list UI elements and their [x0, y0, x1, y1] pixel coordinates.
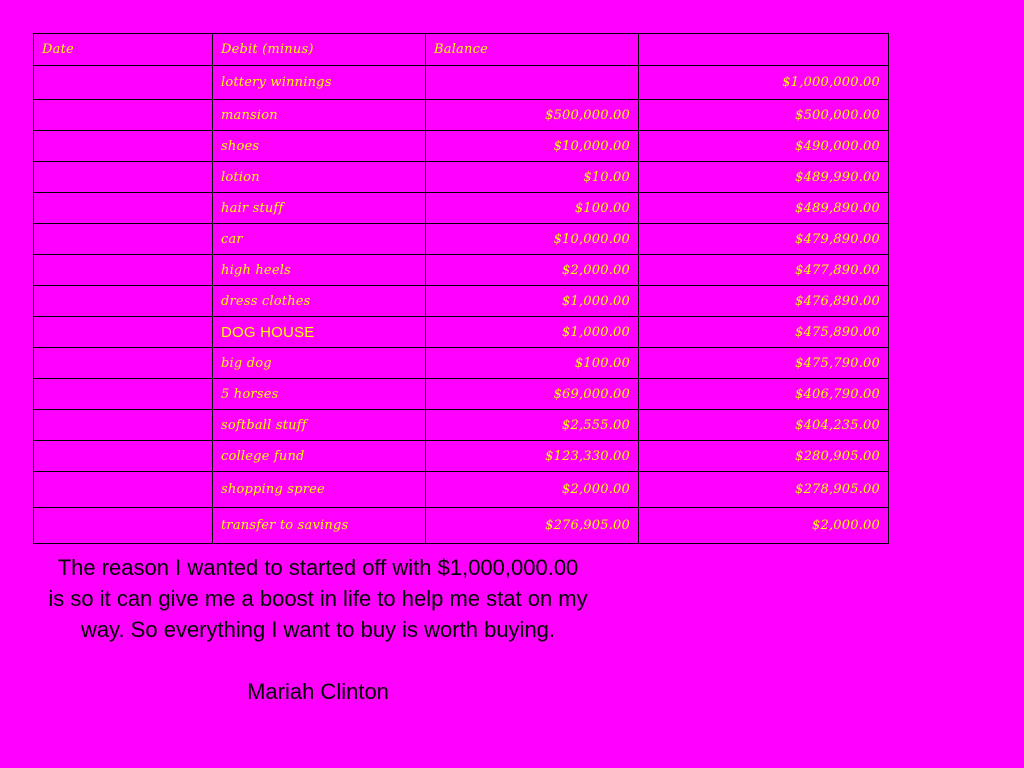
- table-row: [34, 131, 889, 162]
- table-row: [34, 100, 889, 131]
- table-row: [34, 317, 889, 348]
- debit-cell: $1,000.00: [426, 286, 639, 317]
- table-row: [34, 162, 889, 193]
- table-row: [34, 255, 889, 286]
- debit-cell: [426, 66, 639, 100]
- budget-table: [33, 33, 889, 544]
- table-row: [34, 224, 889, 255]
- date-cell: [34, 66, 213, 100]
- debit-cell: $276,905.00: [426, 508, 639, 544]
- date-cell: [34, 348, 213, 379]
- debit-cell: $2,000.00: [426, 472, 639, 508]
- item-cell: college fund: [213, 441, 426, 472]
- balance-cell: $406,790.00: [639, 379, 889, 410]
- date-cell: [34, 472, 213, 508]
- date-cell: [34, 224, 213, 255]
- table-body: [34, 66, 889, 544]
- balance-cell: $475,890.00: [639, 317, 889, 348]
- debit-cell: $100.00: [426, 193, 639, 224]
- debit-cell: $500,000.00: [426, 100, 639, 131]
- date-cell: [34, 100, 213, 131]
- header-cell-blank: [639, 34, 889, 66]
- table-row: [34, 66, 889, 100]
- date-cell: [34, 162, 213, 193]
- balance-cell: $2,000.00: [639, 508, 889, 544]
- table-row: [34, 441, 889, 472]
- table-row: [34, 379, 889, 410]
- debit-cell: $123,330.00: [426, 441, 639, 472]
- balance-cell: $479,890.00: [639, 224, 889, 255]
- date-cell: [34, 193, 213, 224]
- debit-cell: $2,555.00: [426, 410, 639, 441]
- balance-cell: $1,000,000.00: [639, 66, 889, 100]
- balance-cell: $489,990.00: [639, 162, 889, 193]
- balance-cell: $477,890.00: [639, 255, 889, 286]
- item-cell: shopping spree: [213, 472, 426, 508]
- date-cell: [34, 255, 213, 286]
- debit-cell: $1,000.00: [426, 317, 639, 348]
- debit-cell: $10,000.00: [426, 224, 639, 255]
- date-cell: [34, 379, 213, 410]
- table-row: [34, 193, 889, 224]
- table-row: [34, 508, 889, 544]
- date-cell: [34, 317, 213, 348]
- table-row: [34, 286, 889, 317]
- item-cell: car: [213, 224, 426, 255]
- balance-cell: $278,905.00: [639, 472, 889, 508]
- date-cell: [34, 286, 213, 317]
- item-cell: softball stuff: [213, 410, 426, 441]
- item-cell: lottery winnings: [213, 66, 426, 100]
- item-cell: mansion: [213, 100, 426, 131]
- balance-cell: $500,000.00: [639, 100, 889, 131]
- debit-cell: $69,000.00: [426, 379, 639, 410]
- header-cell-balance: Balance: [426, 34, 639, 66]
- balance-cell: $475,790.00: [639, 348, 889, 379]
- date-cell: [34, 441, 213, 472]
- date-cell: [34, 410, 213, 441]
- caption-text: The reason I wanted to started off with $1,000,000.00 is so it can give me a boost in life to help me stat on my way. So everything I want to buy is worth buying.: [48, 555, 588, 642]
- debit-cell: $100.00: [426, 348, 639, 379]
- header-cell-date: Date: [34, 34, 213, 66]
- caption-block: [48, 552, 588, 707]
- item-cell: shoes: [213, 131, 426, 162]
- item-cell: 5 horses: [213, 379, 426, 410]
- date-cell: [34, 508, 213, 544]
- balance-cell: $404,235.00: [639, 410, 889, 441]
- table-row: [34, 348, 889, 379]
- table-row: [34, 410, 889, 441]
- item-cell: dress clothes: [213, 286, 426, 317]
- item-cell: hair stuff: [213, 193, 426, 224]
- debit-cell: $10.00: [426, 162, 639, 193]
- author-signature: Mariah Clinton: [247, 679, 389, 704]
- header-cell-debit: Debit (minus): [213, 34, 426, 66]
- balance-cell: $490,000.00: [639, 131, 889, 162]
- balance-cell: $280,905.00: [639, 441, 889, 472]
- header-row: [34, 34, 889, 66]
- item-cell: high heels: [213, 255, 426, 286]
- table-row: [34, 472, 889, 508]
- date-cell: [34, 131, 213, 162]
- balance-cell: $489,890.00: [639, 193, 889, 224]
- balance-cell: $476,890.00: [639, 286, 889, 317]
- item-cell: big dog: [213, 348, 426, 379]
- debit-cell: $2,000.00: [426, 255, 639, 286]
- debit-cell: $10,000.00: [426, 131, 639, 162]
- item-cell: transfer to savings: [213, 508, 426, 544]
- item-cell: DOG HOUSE: [213, 317, 426, 348]
- item-cell: lotion: [213, 162, 426, 193]
